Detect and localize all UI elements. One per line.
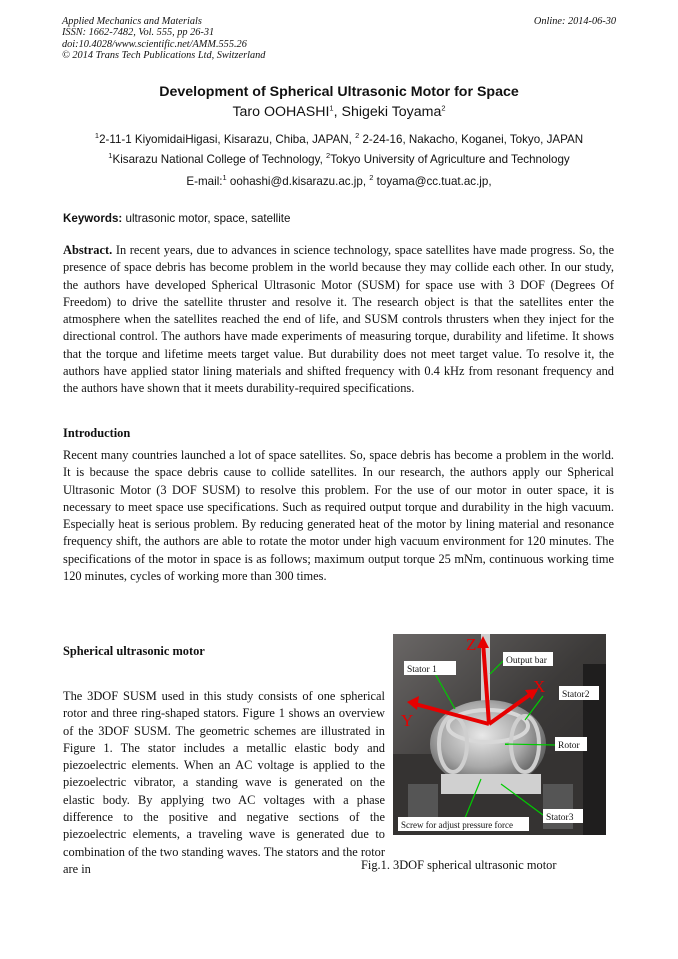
- affiliation-institution: [0, 153, 678, 166]
- aff-address-2: 2-24-16, Nakacho, Koganei, Tokyo, JAPAN: [359, 133, 584, 146]
- author-2-sup: 2: [441, 103, 446, 113]
- affiliation-address: [0, 133, 678, 146]
- abstract: [63, 242, 614, 398]
- label-stator1: Stator 1: [407, 665, 437, 675]
- aff-sup: 2: [326, 151, 331, 161]
- email-label: E-mail:: [186, 175, 223, 188]
- email-sup: 1: [222, 173, 227, 183]
- email-line: [0, 175, 678, 188]
- figure-1-caption: Fig.1. 3DOF spherical ultrasonic motor: [361, 858, 557, 872]
- label-output-bar: Output bar: [506, 656, 547, 666]
- email-2[interactable]: toyama@cc.tuat.ac.jp,: [373, 175, 492, 188]
- label-rotor: Rotor: [558, 741, 580, 751]
- z-axis-label: Z: [466, 635, 477, 654]
- section-text-spherical: The 3DOF SUSM used in this study consists of one spherical rotor and three ring-shaped stators. Figure 1 shows an overview of the 3DOF SUSM. The geometric schemes are illustrated in Figure 1. The stator includes a metallic elastic body and piezoelectric elements. When an AC voltage is applied to the piezoelectric vibrator, a standing wave is generated on the elastic body. By applying two AC voltages with a phase difference to the positive and negative sections of the piezoelectric elements, a traveling wave is generated due to combination of the two standing waves. The stators and the rotor are in: [63, 689, 385, 876]
- author-2: Shigeki Toyama: [341, 104, 442, 120]
- aff-sup: 1: [108, 151, 113, 161]
- keywords: [63, 212, 290, 225]
- author-line: [0, 104, 678, 120]
- x-axis-label: X: [533, 677, 546, 696]
- journal-name: Applied Mechanics and Materials: [62, 16, 202, 27]
- journal-header: [62, 16, 616, 61]
- y-axis-label: Y: [401, 711, 414, 730]
- doi: doi:10.4028/www.scientific.net/AMM.555.26: [62, 38, 247, 50]
- section-heading-spherical: Spherical ultrasonic motor: [63, 644, 205, 658]
- paper-title: Development of Spherical Ultrasonic Motor for Space: [159, 84, 519, 100]
- aff-institution-2: Tokyo University of Agriculture and Technology: [330, 153, 570, 166]
- keywords-label: Keywords:: [63, 212, 123, 225]
- stator-ring-bottom: [441, 774, 541, 794]
- figure-1-photo: [393, 634, 606, 835]
- label-screw: Screw for adjust pressure force: [401, 820, 513, 830]
- motor-photo-illustration: [393, 634, 606, 835]
- copyright: © 2014 Trans Tech Publications Ltd, Switzerland: [62, 49, 266, 61]
- label-stator3: Stator3: [546, 813, 574, 823]
- aff-sup: 1: [94, 131, 100, 141]
- aff-sup: 2: [355, 131, 360, 141]
- aff-address-1: 2-11-1 KiyomidaiHigasi, Kisarazu, Chiba, JAPAN,: [99, 133, 356, 146]
- abstract-text: In recent years, due to advances in science technology, space satellites have made progress. So, the presence of space debris has become problem in the world because they may collide each other. In our study, the authors have developed Spherical Ultrasonic Motor (SUSM) for space use with 3 DOF (Degrees Of Freedom) to drive the satellite thruster and resolve it. The research object is that the satellites enter the atmosphere when the satellites reached the end of life, and SUSM controls thrusters when they inject for the directional control. The authors have made experiments of measuring torque, durability and lifetime. It shows that the torque and lifetime meets target value. But durability does not meet target value. To resolve it, the authors have applied stator lining materials and shifted frequency with 0.4 kHz from resonant frequency and the authors have shown that it meets durability-required specifications.: [63, 243, 614, 396]
- issn: ISSN: 1662-7482, Vol. 555, pp 26-31: [62, 27, 215, 39]
- email-1[interactable]: oohashi@d.kisarazu.ac.jp,: [226, 175, 370, 188]
- online-date: Online: 2014-06-30: [533, 16, 616, 27]
- aff-institution-1: Kisarazu National College of Technology,: [112, 153, 327, 166]
- author-separator: ,: [333, 104, 342, 120]
- keywords-text: ultrasonic motor, space, satellite: [122, 212, 291, 225]
- email-sup: 2: [369, 173, 374, 183]
- abstract-label: Abstract.: [63, 243, 113, 257]
- author-1: Taro OOHASHI: [232, 104, 330, 120]
- author-1-sup: 1: [329, 103, 334, 113]
- introduction-text: Recent many countries launched a lot of space satellites. So, space debris has become a problem in the world. It is because the space debris cause to collide satellites. In our research, the authors apply our Spherical Ultrasonic Motor (3 DOF SUSM) to resolve this problem. For the use of our motor in outer space, it is necessary to meet space use specifications. Such as required output torque and durability in the high vacuum. Especially heat is serious problem. By reducing generated heat of the motor by lining material and resonance frequency shift, the authors are able to rotate the motor under high vacuum environment for 120 minutes. The specifications of the motor in space is as follows; maximum output torque 25 mNm, continuous working time 120 minutes, cycles of working more than 300 times.: [63, 448, 614, 584]
- label-stator2: Stator2: [562, 690, 590, 700]
- introduction-heading: Introduction: [63, 426, 131, 440]
